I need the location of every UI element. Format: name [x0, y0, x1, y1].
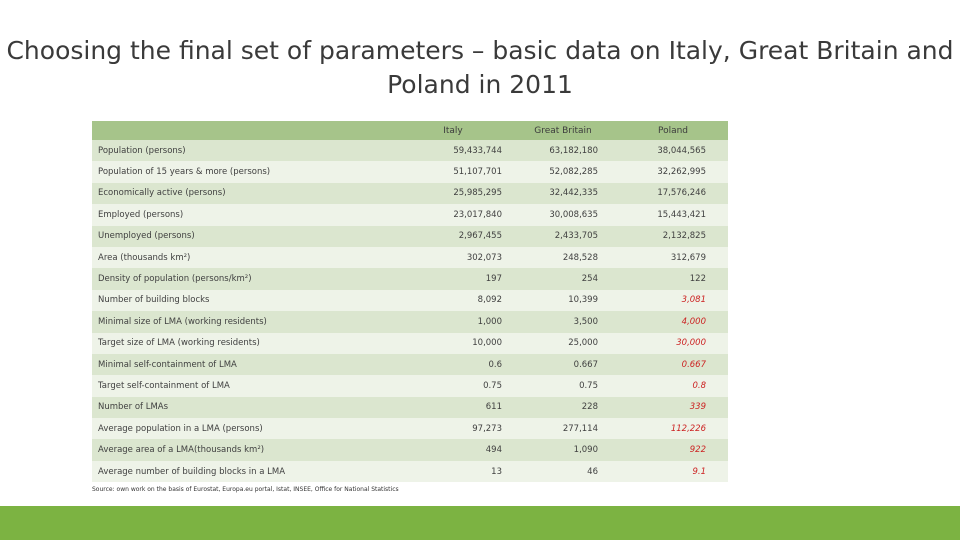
cell-italy: 59,433,744 [453, 145, 502, 156]
row-label: Number of building blocks [98, 295, 210, 306]
table-row [92, 397, 728, 418]
cell-great-britain: 63,182,180 [549, 145, 598, 156]
cell-italy: 8,092 [477, 295, 502, 306]
slide-title: Choosing the final set of parameters – basic data on Italy, Great Britain and Poland in 2011 [6, 36, 954, 99]
table-row [92, 183, 728, 204]
column-header-great-britain: Great Britain [534, 125, 592, 136]
row-label: Minimal self-containment of LMA [98, 359, 237, 370]
cell-great-britain: 3,500 [573, 316, 598, 327]
row-label: Economically active (persons) [98, 188, 226, 199]
table-row [92, 461, 728, 482]
cell-great-britain: 0.75 [579, 380, 598, 391]
table-row [92, 418, 728, 439]
row-label: Average number of building blocks in a LMA [98, 466, 286, 477]
cell-great-britain: 1,090 [573, 445, 598, 456]
row-label: Target size of LMA (working residents) [98, 338, 260, 349]
cell-poland: 3,081 [681, 295, 706, 306]
cell-italy: 0.6 [488, 359, 502, 370]
cell-italy: 25,985,295 [453, 188, 502, 199]
cell-italy: 611 [485, 402, 502, 413]
cell-poland: 17,576,246 [657, 188, 706, 199]
row-label: Target self-containment of LMA [98, 380, 230, 391]
table-body [92, 140, 728, 482]
column-header-italy: Italy [443, 125, 463, 136]
row-label: Average population in a LMA (persons) [98, 423, 263, 434]
row-label: Area (thousands km²) [98, 252, 191, 263]
footer-bar [0, 506, 960, 540]
row-label: Minimal size of LMA (working residents) [98, 316, 267, 327]
table-header [92, 121, 728, 140]
cell-italy: 197 [485, 274, 502, 285]
cell-italy: 51,107,701 [453, 167, 502, 178]
row-label: Employed (persons) [98, 209, 184, 220]
cell-poland: 112,226 [670, 423, 706, 434]
cell-poland: 2,132,825 [662, 231, 706, 242]
cell-poland: 38,044,565 [657, 145, 706, 156]
row-label: Number of LMAs [98, 402, 169, 413]
cell-great-britain: 30,008,635 [549, 209, 598, 220]
cell-great-britain: 25,000 [568, 338, 598, 349]
cell-great-britain: 46 [587, 466, 598, 477]
cell-italy: 1,000 [477, 316, 502, 327]
cell-italy: 97,273 [472, 423, 502, 434]
row-label: Density of population (persons/km²) [98, 274, 252, 285]
table-row [92, 268, 728, 289]
cell-great-britain: 277,114 [562, 423, 598, 434]
cell-italy: 2,967,455 [458, 231, 502, 242]
table-row [92, 354, 728, 375]
cell-great-britain: 2,433,705 [554, 231, 598, 242]
cell-italy: 10,000 [472, 338, 502, 349]
table-row [92, 375, 728, 396]
table-row [92, 311, 728, 332]
cell-italy: 13 [491, 466, 502, 477]
cell-great-britain: 32,442,335 [549, 188, 598, 199]
cell-poland: 9.1 [692, 466, 706, 477]
cell-italy: 23,017,840 [453, 209, 502, 220]
column-header-poland: Poland [657, 125, 689, 136]
cell-great-britain: 254 [581, 274, 598, 285]
cell-poland: 32,262,995 [657, 167, 706, 178]
table-row [92, 247, 728, 268]
cell-italy: 302,073 [466, 252, 502, 263]
cell-poland: 0.8 [692, 380, 706, 391]
table-row [92, 140, 728, 161]
table-row [92, 333, 728, 354]
cell-great-britain: 10,399 [568, 295, 598, 306]
cell-poland: 312,679 [670, 252, 706, 263]
cell-poland: 15,443,421 [657, 209, 706, 220]
cell-poland: 339 [689, 402, 706, 413]
table-row [92, 161, 728, 182]
cell-poland: 122 [689, 274, 706, 285]
data-table [92, 121, 728, 482]
cell-poland: 0.667 [681, 359, 706, 370]
source-note: Source: own work on the basis of Eurostat, Europa.eu portal, Istat, INSEE, Office for National Statistics [92, 486, 399, 493]
cell-poland: 922 [689, 445, 706, 456]
cell-great-britain: 228 [581, 402, 598, 413]
cell-great-britain: 248,528 [562, 252, 598, 263]
cell-great-britain: 0.667 [573, 359, 598, 370]
cell-italy: 494 [485, 445, 502, 456]
table-row [92, 290, 728, 311]
cell-poland: 30,000 [676, 338, 706, 349]
row-label: Population of 15 years & more (persons) [98, 167, 271, 178]
table-row [92, 204, 728, 225]
cell-italy: 0.75 [483, 380, 502, 391]
table-row [92, 439, 728, 460]
cell-poland: 4,000 [681, 316, 706, 327]
table-row [92, 226, 728, 247]
row-label: Average area of a LMA(thousands km²) [98, 445, 265, 456]
row-label: Population (persons) [98, 145, 186, 156]
row-label: Unemployed (persons) [98, 231, 195, 242]
cell-great-britain: 52,082,285 [549, 167, 598, 178]
